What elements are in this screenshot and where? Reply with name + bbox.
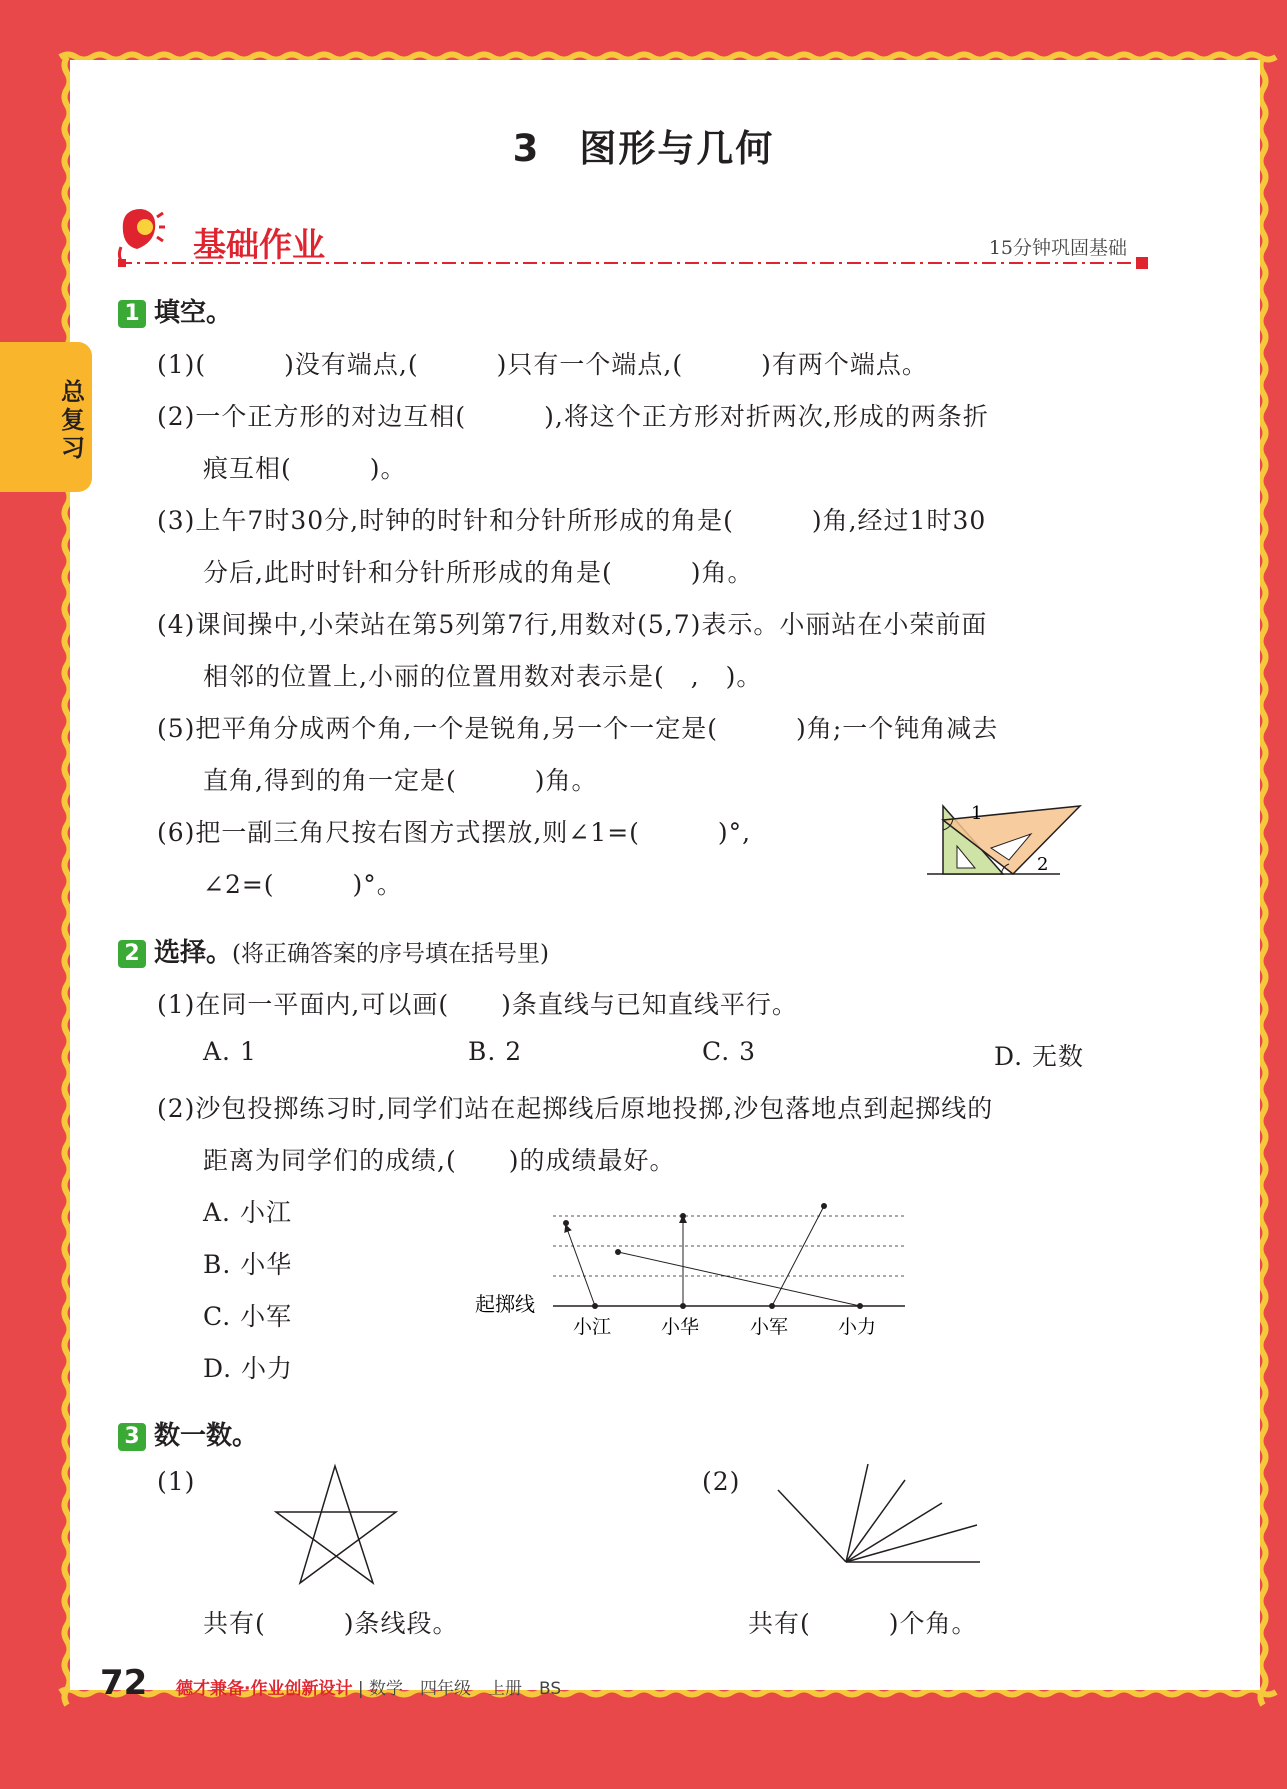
q2-sub2-option-c[interactable]: C. 小军 (203, 1302, 293, 1331)
throwing-figure (470, 1195, 910, 1345)
q3-sub1-answer: 共有( )条线段。 (203, 1609, 459, 1638)
q1-line-7: 相邻的位置上,小丽的位置用数对表示是( , )。 (203, 662, 763, 691)
q2-sub1-option-b[interactable]: B. 2 (468, 1037, 523, 1066)
q2-sub2-text-1: (2)沙包投掷练习时,同学们站在起掷线后原地投掷,沙包落地点到起掷线的 (157, 1094, 994, 1123)
q3-number: 3 (118, 1423, 146, 1451)
rays-figure (770, 1460, 985, 1565)
q1-line-6: (4)课间操中,小荣站在第5列第7行,用数对(5,7)表示。小丽站在小荣前面 (157, 610, 988, 639)
footer-info: 数学 四年级 上册 BS (369, 1679, 562, 1699)
q2-note: (将正确答案的序号填在括号里) (232, 941, 549, 967)
side-tab-label: 总复习 (61, 378, 85, 462)
name-xiaojiang: 小江 (573, 1316, 612, 1338)
q2-title: 选择。 (154, 938, 233, 968)
q1-line-9: 直角,得到的角一定是( )角。 (203, 766, 598, 795)
footer-text (176, 1674, 561, 1699)
q1-line-2: (2)一个正方形的对边互相( ),将这个正方形对折两次,形成的两条折 (157, 402, 989, 431)
footer-separator: | (352, 1679, 370, 1699)
q1-line-8: (5)把平角分成两个角,一个是锐角,另一个一定是( )角;一个钝角减去 (157, 714, 999, 743)
section-subtitle: 15分钟巩固基础 (988, 237, 1127, 259)
q3-heading (118, 1415, 258, 1452)
q1-line-11: ∠2=( )°。 (203, 870, 403, 899)
q3-sub1-label: (1) (157, 1467, 196, 1496)
q1-line-1: (1)( )没有端点,( )只有一个端点,( )有两个端点。 (157, 350, 928, 379)
name-xiaojun: 小军 (750, 1316, 789, 1338)
q2-number: 2 (118, 940, 146, 968)
chapter-title: 3 图形与几何 (512, 127, 775, 170)
q3-sub2-label: (2) (702, 1467, 741, 1496)
q2-sub2-option-d[interactable]: D. 小力 (203, 1354, 294, 1383)
q1-title: 填空。 (154, 298, 233, 328)
section-title: 基础作业 (193, 225, 325, 264)
star-figure (265, 1462, 405, 1592)
q2-sub1-option-c[interactable]: C. 3 (702, 1037, 757, 1066)
q2-sub2-option-a[interactable]: A. 小江 (203, 1198, 292, 1227)
q1-line-3: 痕互相( )。 (203, 454, 407, 483)
page-number: 72 (100, 1663, 148, 1703)
q1-line-10: (6)把一副三角尺按右图方式摆放,则∠1=( )°, (157, 818, 752, 847)
angle-1-label: 1 (971, 803, 983, 824)
q3-sub2-answer: 共有( )个角。 (748, 1609, 978, 1638)
q1-number: 1 (118, 300, 146, 328)
section-divider (118, 256, 1158, 270)
name-xiaoli: 小力 (838, 1316, 877, 1338)
q2-sub1-text: (1)在同一平面内,可以画( )条直线与已知直线平行。 (157, 990, 798, 1019)
q1-line-4: (3)上午7时30分,时钟的时针和分针所形成的角是( )角,经过1时30 (157, 506, 987, 535)
q2-sub1-option-d[interactable]: D. 无数 (994, 1042, 1085, 1071)
q1-line-5: 分后,此时时针和分针所形成的角是( )角。 (203, 558, 754, 587)
q2-heading (118, 932, 549, 969)
q1-heading (118, 292, 232, 329)
name-xiaohua: 小华 (661, 1316, 700, 1338)
throw-line-label: 起掷线 (475, 1292, 535, 1316)
q2-sub2-option-b[interactable]: B. 小华 (203, 1250, 293, 1279)
q2-sub2-text-2: 距离为同学们的成绩,( )的成绩最好。 (203, 1146, 676, 1175)
footer-brand: 德才兼备·作业创新设计 (176, 1679, 353, 1699)
angle-2-label: 2 (1037, 854, 1049, 875)
q2-sub1-option-a[interactable]: A. 1 (203, 1037, 257, 1066)
set-squares-figure (925, 798, 1085, 880)
q3-title: 数一数。 (154, 1421, 259, 1451)
